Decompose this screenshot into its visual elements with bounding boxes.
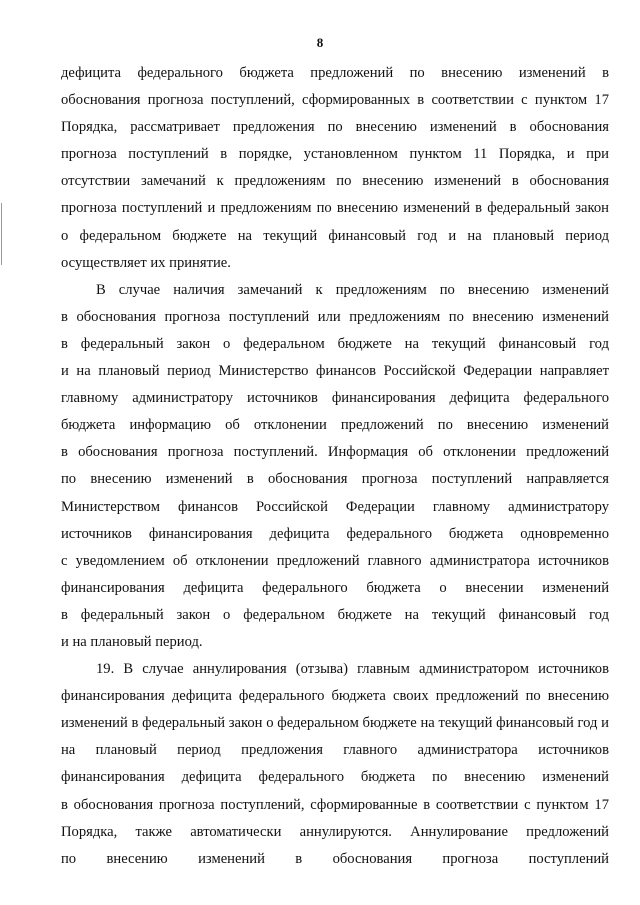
- text-line: прогноза поступлений в порядке, установленном пунктом 11 Порядка, и при: [61, 146, 609, 163]
- text-line: Порядка, рассматривает предложения по внесению изменений в обоснования: [61, 119, 609, 136]
- text-line: осуществляет их принятие.: [61, 254, 231, 271]
- text-line: и на плановый период.: [61, 633, 203, 650]
- text-line: в обоснования прогноза поступлений или предложениям по внесению изменений: [61, 308, 609, 325]
- text-line: на плановый период предложения главного администратора источников: [61, 742, 609, 759]
- text-line: в обоснования прогноза поступлений, сформированные в соответствии с пунктом 17: [61, 796, 609, 813]
- text-line: по внесению изменений в обоснования прогноза поступлений направляется: [61, 471, 609, 488]
- text-line: дефицита федерального бюджета предложений по внесению изменений в: [61, 65, 609, 81]
- text-line: финансирования дефицита федерального бюджета по внесению изменений: [61, 769, 609, 786]
- text-line: бюджета информацию об отклонении предложений по внесению изменений: [61, 417, 609, 434]
- text-line: отсутствии замечаний к предложениям по внесению изменений в обоснования: [61, 173, 609, 190]
- text-line: В случае наличия замечаний к предложениям по внесению изменений: [96, 281, 609, 298]
- text-line: обоснования прогноза поступлений, сформированных в соответствии с пунктом 17: [61, 92, 609, 109]
- text-line: и на плановый период Министерство финансов Российской Федерации направляет: [61, 363, 609, 380]
- text-line: 19. В случае аннулирования (отзыва) главным администратором источников: [96, 661, 609, 678]
- text-line: финансирования дефицита федерального бюджета своих предложений по внесению: [61, 688, 609, 705]
- text-line: о федеральном бюджете на текущий финансовый год и на плановый период: [61, 227, 609, 244]
- text-line: с уведомлением об отклонении предложений главного администратора источников: [61, 552, 609, 569]
- text-line: в обоснования прогноза поступлений. Информация об отклонении предложений: [61, 444, 609, 461]
- paragraph-item-19: [61, 656, 609, 873]
- document-body: [61, 60, 609, 873]
- text-line: Порядка, также автоматически аннулируются. Аннулирование предложений: [61, 823, 609, 840]
- text-line: прогноза поступлений и предложениям по внесению изменений в федеральный закон: [61, 200, 609, 217]
- text-line: Министерством финансов Российской Федерации главному администратору: [61, 498, 609, 515]
- scan-margin-mark: [1, 203, 2, 265]
- paragraph-remarks: [61, 277, 609, 656]
- text-line: изменений в федеральный закон о федеральном бюджете на текущий финансовый год и: [61, 715, 609, 732]
- text-line: источников финансирования дефицита федерального бюджета одновременно: [61, 525, 609, 542]
- text-line: главному администратору источников финансирования дефицита федерального: [61, 390, 609, 407]
- text-line: финансирования дефицита федерального бюджета о внесении изменений: [61, 579, 609, 596]
- text-line: по внесению изменений в обоснования прогноза поступлений: [61, 850, 609, 867]
- paragraph-continuation: [61, 60, 609, 277]
- page-number: 8: [316, 35, 324, 50]
- text-line: в федеральный закон о федеральном бюджете на текущий финансовый год: [61, 335, 609, 352]
- text-line: в федеральный закон о федеральном бюджете на текущий финансовый год: [61, 606, 609, 623]
